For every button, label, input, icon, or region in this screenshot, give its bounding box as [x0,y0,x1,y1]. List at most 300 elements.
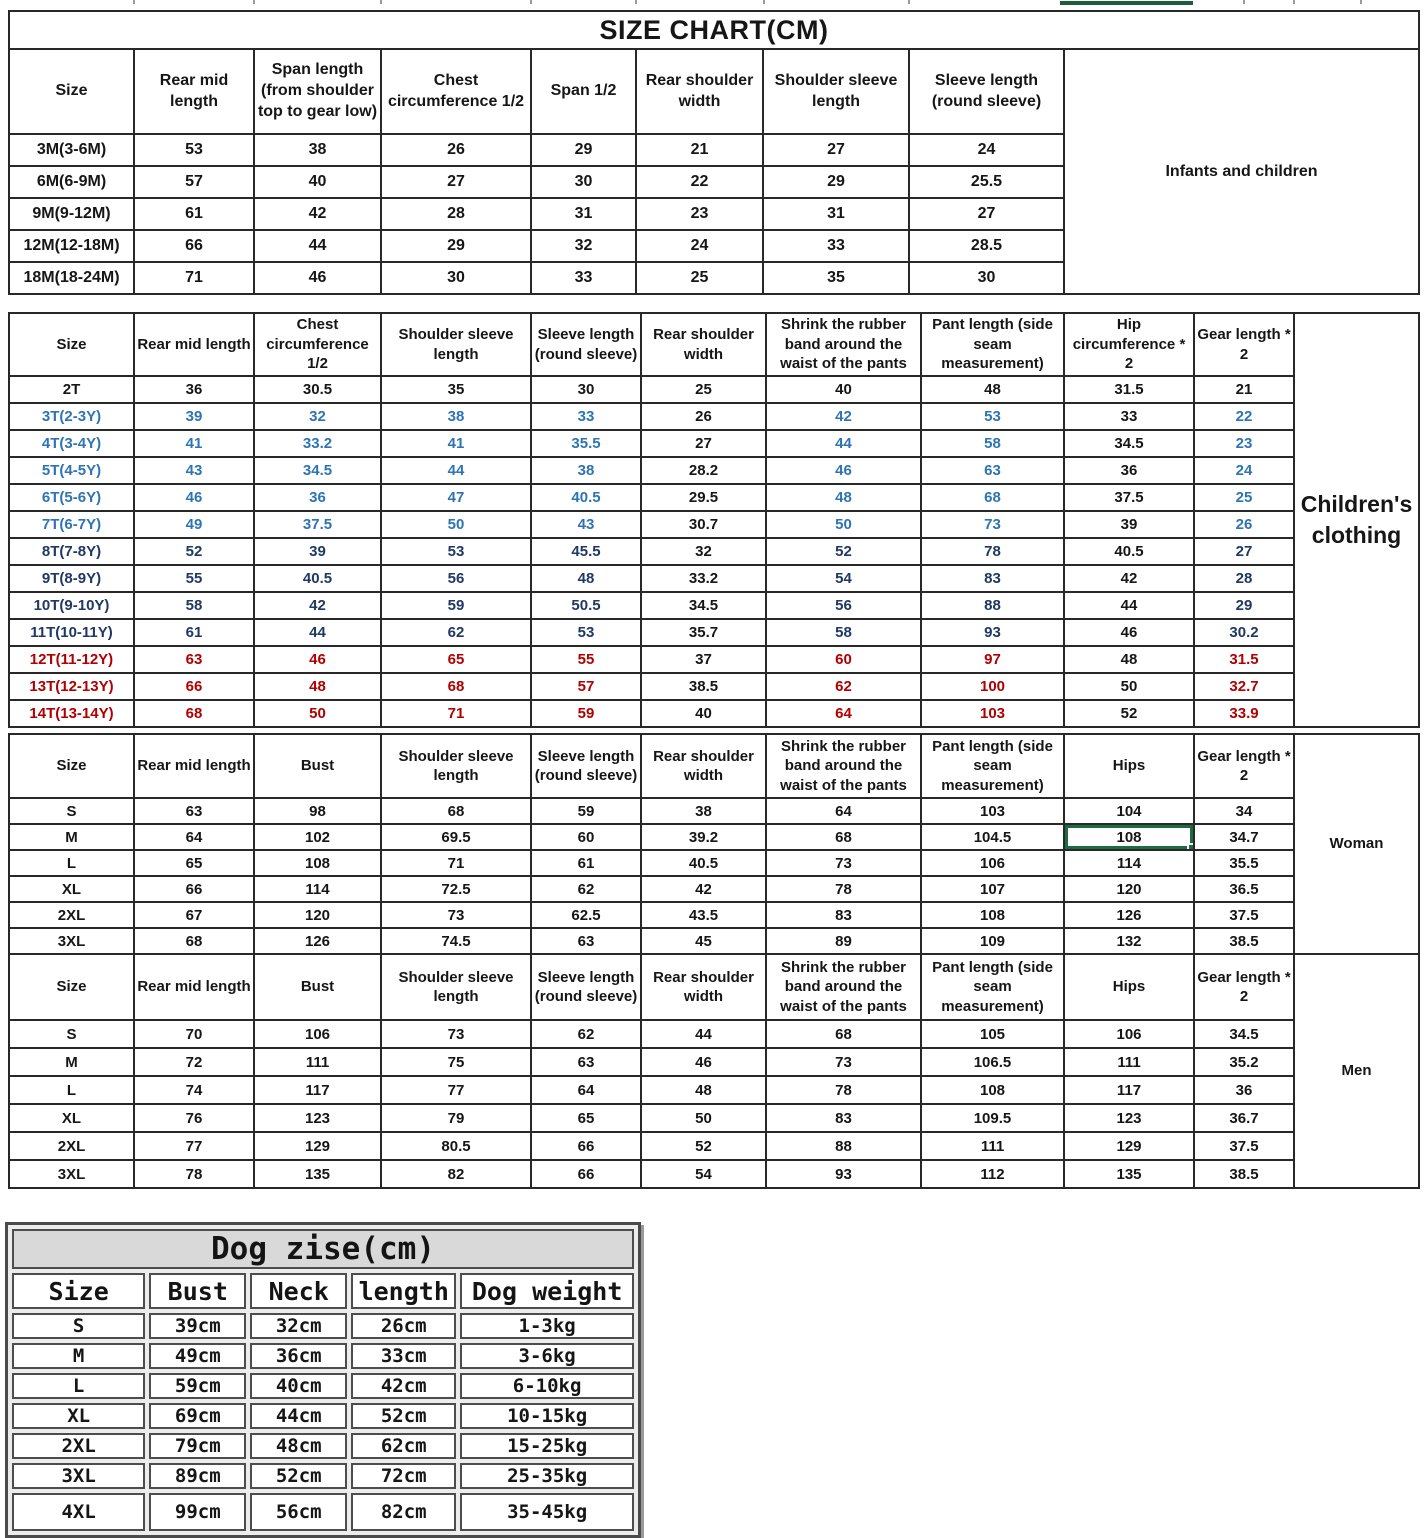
table-cell: 67 [134,902,254,928]
table-cell: 42 [766,403,921,430]
header-cell: Rear shoulder width [636,49,763,134]
table-cell: 63 [134,798,254,824]
side-label: Children's clothing [1294,313,1419,727]
header-cell: Shrink the rubber band around the waist of the pants [766,954,921,1020]
table-cell: 63 [531,1048,641,1076]
table-cell: 50 [254,700,381,727]
grid-tick [908,0,910,4]
table-cell: 37.5 [1064,484,1194,511]
table-cell: 82cm [351,1493,456,1531]
header-cell: Hip circumference * 2 [1064,313,1194,376]
table-cell: 40 [641,700,766,727]
table-cell: 48cm [250,1433,347,1459]
header-cell: Chest circumference 1/2 [381,49,531,134]
table-cell: 41 [381,430,531,457]
row-label-cell: 14T(13-14Y) [9,700,134,727]
table-cell: 30.5 [254,376,381,403]
table-cell: 126 [254,928,381,954]
table-cell: 54 [641,1160,766,1188]
table-cell: 35.5 [1194,850,1294,876]
table-cell: 38 [531,457,641,484]
header-cell: Bust [149,1273,246,1309]
row-label-cell: M [12,1343,145,1369]
table-cell: 38 [254,134,381,166]
header-cell: Size [9,734,134,798]
row-label-cell: 13T(12-13Y) [9,673,134,700]
table-cell: 32 [531,230,636,262]
header-cell: Span length (from shoulder top to gear low) [254,49,381,134]
table-cell: 34.5 [254,457,381,484]
table-cell: 61 [134,619,254,646]
table-cell: 35 [381,376,531,403]
table-cell: 60 [766,646,921,673]
table-cell: 65 [381,646,531,673]
woman-size-table [8,733,1420,955]
header-cell: Sleeve length (round sleeve) [531,954,641,1020]
table-cell: 34.5 [641,592,766,619]
table-cell: 36.7 [1194,1104,1294,1132]
header-cell: Rear mid length [134,313,254,376]
selected-column-indicator [1060,1,1193,5]
table-cell: 117 [1064,1076,1194,1104]
table-cell: 39 [134,403,254,430]
row-label-cell: L [9,850,134,876]
table-cell: 42 [254,592,381,619]
row-label-cell: 6M(6-9M) [9,166,134,198]
table-cell: 28 [1194,565,1294,592]
table-cell: 36 [1064,457,1194,484]
table-cell: 36cm [250,1343,347,1369]
table-cell: 53 [921,403,1064,430]
table-cell: 126 [1064,902,1194,928]
table-cell: 114 [1064,850,1194,876]
row-label-cell: 10T(9-10Y) [9,592,134,619]
table-cell: 35-45kg [460,1493,634,1531]
table-cell: 103 [921,700,1064,727]
header-cell: Neck [250,1273,347,1309]
table-cell: 64 [134,824,254,850]
table-cell: 72.5 [381,876,531,902]
table-cell: 24 [636,230,763,262]
row-label-cell: 12T(11-12Y) [9,646,134,673]
table-cell: 62 [531,1020,641,1048]
row-label-cell: 3XL [12,1463,145,1489]
table-title: Dog zise(cm) [12,1229,634,1269]
table-cell: 103 [921,798,1064,824]
table-cell: 29 [381,230,531,262]
table-cell: 100 [921,673,1064,700]
table-cell: 27 [1194,538,1294,565]
table-cell: 34.7 [1194,824,1294,850]
table-cell: 28.2 [641,457,766,484]
table-cell: 117 [254,1076,381,1104]
table-cell: 34.5 [1194,1020,1294,1048]
table-cell: 135 [254,1160,381,1188]
table-cell: 37.5 [1194,1132,1294,1160]
table-cell: 83 [766,902,921,928]
table-cell: 123 [1064,1104,1194,1132]
table-cell: 49 [134,511,254,538]
table-cell: 66 [134,673,254,700]
table-cell: 46 [641,1048,766,1076]
table-cell: 25 [1194,484,1294,511]
table-cell: 49cm [149,1343,246,1369]
table-cell: 57 [134,166,254,198]
side-label: Men [1294,954,1419,1188]
row-label-cell: 2T [9,376,134,403]
table-cell: 53 [531,619,641,646]
table-cell: 111 [921,1132,1064,1160]
table-cell: 120 [254,902,381,928]
table-cell: 65 [134,850,254,876]
table-cell: 120 [1064,876,1194,902]
header-cell: length [351,1273,456,1309]
table-cell: 77 [134,1132,254,1160]
header-cell: Sleeve length (round sleeve) [909,49,1064,134]
grid-tick [380,0,382,4]
table-cell: 89cm [149,1463,246,1489]
table-cell: 74 [134,1076,254,1104]
table-cell: 104.5 [921,824,1064,850]
table-cell: 52 [1064,700,1194,727]
table-cell: 93 [766,1160,921,1188]
table-cell: 79 [381,1104,531,1132]
table-cell: 38.5 [1194,1160,1294,1188]
table-cell: 32 [254,403,381,430]
header-cell: Rear shoulder width [641,954,766,1020]
table-cell: 31 [763,198,909,230]
table-cell: 52 [766,538,921,565]
table-cell: 40.5 [641,850,766,876]
table-cell: 68 [134,928,254,954]
table-cell: 42 [254,198,381,230]
table-cell: 30 [381,262,531,294]
header-cell: Sleeve length (round sleeve) [531,734,641,798]
table-cell: 93 [921,619,1064,646]
table-cell: 33.2 [641,565,766,592]
table-cell: 25.5 [909,166,1064,198]
table-cell: 30 [531,166,636,198]
table-cell: 43.5 [641,902,766,928]
header-cell: Size [9,49,134,134]
header-cell: Span 1/2 [531,49,636,134]
table-cell: 40cm [250,1373,347,1399]
table-cell: 108 [921,1076,1064,1104]
table-cell: 77 [381,1076,531,1104]
table-cell: 33cm [351,1343,456,1369]
table-cell: 42cm [351,1373,456,1399]
table-cell: 82 [381,1160,531,1188]
table-cell: 27 [909,198,1064,230]
table-cell: 39cm [149,1313,246,1339]
table-cell: 66 [531,1132,641,1160]
header-cell: Shoulder sleeve length [381,313,531,376]
table-cell: 45.5 [531,538,641,565]
header-cell: Rear mid length [134,954,254,1020]
table-cell: 25-35kg [460,1463,634,1489]
selected-cell[interactable]: 108 [1064,824,1194,850]
table-cell: 50 [381,511,531,538]
table-cell: 33 [531,403,641,430]
table-cell: 88 [766,1132,921,1160]
table-cell: 31.5 [1194,646,1294,673]
table-cell: 44 [254,619,381,646]
table-cell: 53 [381,538,531,565]
table-cell: 32cm [250,1313,347,1339]
table-cell: 73 [381,902,531,928]
table-cell: 38.5 [641,673,766,700]
table-cell: 27 [381,166,531,198]
row-label-cell: M [9,1048,134,1076]
table-cell: 38.5 [1194,928,1294,954]
table-cell: 52 [641,1132,766,1160]
header-cell: Pant length (side seam measurement) [921,734,1064,798]
table-cell: 66 [134,230,254,262]
table-cell: 63 [134,646,254,673]
table-cell: 43 [531,511,641,538]
table-cell: 135 [1064,1160,1194,1188]
table-cell: 63 [531,928,641,954]
table-cell: 26 [381,134,531,166]
row-label-cell: 11T(10-11Y) [9,619,134,646]
table-cell: 39 [1064,511,1194,538]
table-cell: 78 [766,1076,921,1104]
row-label-cell: 9M(9-12M) [9,198,134,230]
table-cell: 69.5 [381,824,531,850]
table-cell: 48 [766,484,921,511]
table-cell: 33 [1064,403,1194,430]
table-cell: 59 [381,592,531,619]
table-cell: 123 [254,1104,381,1132]
table-cell: 39 [254,538,381,565]
table-cell: 52cm [250,1463,347,1489]
table-cell: 73 [381,1020,531,1048]
row-label-cell: 4XL [12,1493,145,1531]
table-cell: 64 [766,798,921,824]
table-cell: 28.5 [909,230,1064,262]
table-cell: 97 [921,646,1064,673]
grid-tick [253,0,255,4]
table-cell: 63 [921,457,1064,484]
table-cell: 48 [254,673,381,700]
row-label-cell: 3XL [9,1160,134,1188]
table-cell: 71 [381,850,531,876]
table-cell: 45 [641,928,766,954]
table-cell: 31.5 [1064,376,1194,403]
table-cell: 35.5 [531,430,641,457]
table-cell: 15-25kg [460,1433,634,1459]
grid-tick [635,0,637,4]
table-cell: 24 [909,134,1064,166]
table-cell: 62cm [351,1433,456,1459]
table-cell: 60 [531,824,641,850]
table-cell: 58 [134,592,254,619]
table-cell: 76 [134,1104,254,1132]
row-label-cell: 3T(2-3Y) [9,403,134,430]
table-cell: 21 [636,134,763,166]
table-cell: 31 [531,198,636,230]
table-cell: 35.7 [641,619,766,646]
table-cell: 68 [381,798,531,824]
table-cell: 107 [921,876,1064,902]
header-cell: Gear length * 2 [1194,734,1294,798]
table-cell: 132 [1064,928,1194,954]
header-cell: Pant length (side seam measurement) [921,954,1064,1020]
row-label-cell: M [9,824,134,850]
table-cell: 78 [921,538,1064,565]
table-cell: 44 [254,230,381,262]
table-cell: 48 [531,565,641,592]
table-cell: 40 [766,376,921,403]
header-cell: Rear mid length [134,734,254,798]
row-label-cell: 3XL [9,928,134,954]
row-label-cell: XL [12,1403,145,1429]
table-cell: 71 [381,700,531,727]
row-label-cell: 2XL [9,1132,134,1160]
header-cell: Shoulder sleeve length [381,734,531,798]
header-cell: Hips [1064,734,1194,798]
table-cell: 58 [921,430,1064,457]
table-cell: 30 [909,262,1064,294]
row-label-cell: 2XL [9,902,134,928]
table-cell: 109.5 [921,1104,1064,1132]
table-cell: 129 [254,1132,381,1160]
table-cell: 54 [766,565,921,592]
table-cell: 66 [531,1160,641,1188]
table-cell: 56 [766,592,921,619]
header-cell: Hips [1064,954,1194,1020]
table-cell: 59 [531,700,641,727]
table-cell: 55 [134,565,254,592]
table-cell: 27 [641,430,766,457]
table-cell: 62 [381,619,531,646]
table-cell: 108 [254,850,381,876]
infants-size-table [8,10,1420,295]
table-cell: 106.5 [921,1048,1064,1076]
grid-tick [1243,0,1245,4]
row-label-cell: L [12,1373,145,1399]
table-cell: 44 [641,1020,766,1048]
table-cell: 40.5 [531,484,641,511]
table-cell: 3-6kg [460,1343,634,1369]
table-cell: 26 [1194,511,1294,538]
table-cell: 46 [254,646,381,673]
header-cell: Shoulder sleeve length [763,49,909,134]
table-cell: 59cm [149,1373,246,1399]
grid-tick [530,0,532,4]
table-cell: 26cm [351,1313,456,1339]
table-cell: 106 [1064,1020,1194,1048]
table-cell: 50.5 [531,592,641,619]
table-cell: 88 [921,592,1064,619]
table-cell: 46 [766,457,921,484]
table-cell: 89 [766,928,921,954]
table-cell: 39.2 [641,824,766,850]
table-cell: 23 [636,198,763,230]
table-cell: 70 [134,1020,254,1048]
table-cell: 48 [641,1076,766,1104]
table-cell: 10-15kg [460,1403,634,1429]
header-cell: Rear mid length [134,49,254,134]
table-cell: 98 [254,798,381,824]
table-cell: 78 [766,876,921,902]
table-cell: 50 [1064,673,1194,700]
table-cell: 35.2 [1194,1048,1294,1076]
row-label-cell: S [9,1020,134,1048]
table-cell: 64 [531,1076,641,1104]
table-cell: 44 [381,457,531,484]
table-cell: 61 [531,850,641,876]
header-cell: Bust [254,734,381,798]
table-cell: 6-10kg [460,1373,634,1399]
table-cell: 22 [1194,403,1294,430]
table-cell: 36 [134,376,254,403]
table-cell: 40 [254,166,381,198]
row-label-cell: 4T(3-4Y) [9,430,134,457]
table-cell: 62 [766,673,921,700]
table-cell: 72 [134,1048,254,1076]
table-cell: 83 [766,1104,921,1132]
table-cell: 37.5 [254,511,381,538]
table-cell: 104 [1064,798,1194,824]
table-cell: 66 [134,876,254,902]
table-cell: 68 [134,700,254,727]
table-cell: 33.9 [1194,700,1294,727]
table-cell: 38 [381,403,531,430]
header-cell: Rear shoulder width [641,734,766,798]
header-cell: Pant length (side seam measurement) [921,313,1064,376]
header-cell: Chest circumference 1/2 [254,313,381,376]
table-cell: 64 [766,700,921,727]
table-cell: 25 [636,262,763,294]
header-cell: Size [9,954,134,1020]
table-cell: 41 [134,430,254,457]
table-cell: 48 [1064,646,1194,673]
table-cell: 83 [921,565,1064,592]
table-cell: 27 [763,134,909,166]
header-cell: Sleeve length (round sleeve) [531,313,641,376]
header-cell: Bust [254,954,381,1020]
table-cell: 105 [921,1020,1064,1048]
table-cell: 33 [531,262,636,294]
dog-size-table [5,1222,641,1538]
table-cell: 37 [641,646,766,673]
table-cell: 22 [636,166,763,198]
table-cell: 72cm [351,1463,456,1489]
table-cell: 69cm [149,1403,246,1429]
table-cell: 34.5 [1064,430,1194,457]
table-cell: 74.5 [381,928,531,954]
table-cell: 36 [254,484,381,511]
table-cell: 30 [531,376,641,403]
grid-tick [133,0,135,4]
table-cell: 73 [766,1048,921,1076]
row-label-cell: 6T(5-6Y) [9,484,134,511]
table-cell: 109 [921,928,1064,954]
table-cell: 46 [254,262,381,294]
table-cell: 129 [1064,1132,1194,1160]
table-cell: 78 [134,1160,254,1188]
table-cell: 28 [381,198,531,230]
table-cell: 114 [254,876,381,902]
children-size-table [8,312,1420,728]
table-cell: 35 [763,262,909,294]
grid-tick [763,0,765,4]
table-cell: 26 [641,403,766,430]
table-cell: 80.5 [381,1132,531,1160]
table-cell: 61 [134,198,254,230]
table-cell: 102 [254,824,381,850]
